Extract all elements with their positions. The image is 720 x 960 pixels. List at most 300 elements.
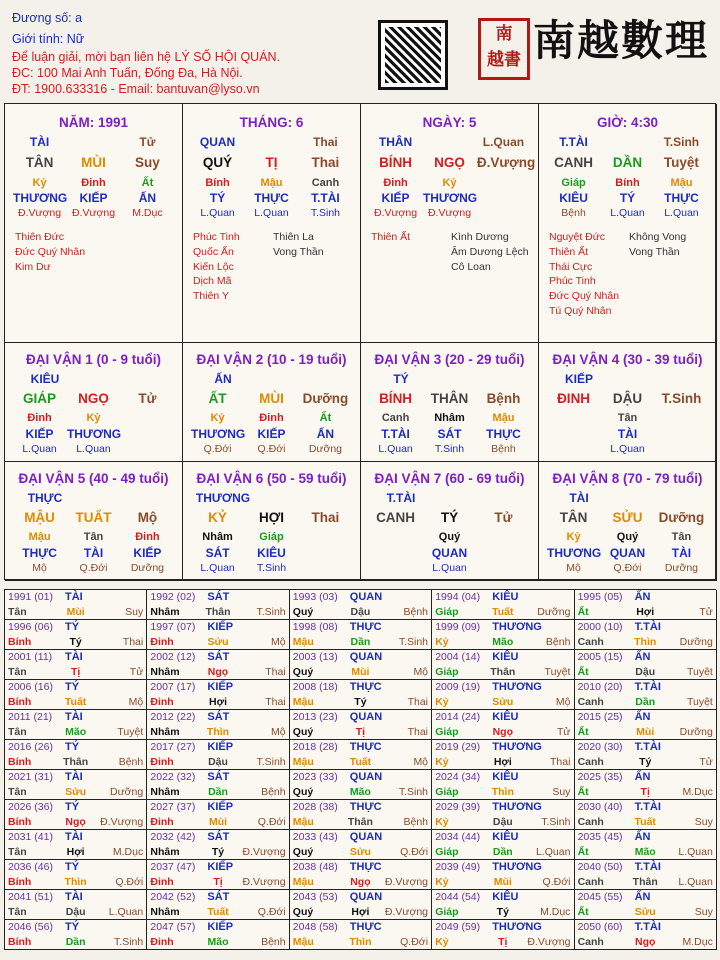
year-label: 2025 (35): [577, 771, 623, 783]
phone-email: ĐT: 1900.633316 - Email: bantuvan@lyso.vn: [12, 82, 260, 96]
dai-van-god: ẤN: [214, 372, 232, 386]
year-god: THƯƠNG: [492, 861, 542, 873]
year-stage: Mộ: [413, 756, 429, 768]
year-cell: [5, 620, 147, 650]
year-god: THƯƠNG: [492, 621, 542, 633]
year-god: QUAN: [349, 591, 383, 603]
pillar-stars: Phúc Tinh Quốc Ấn Kiến Lộc Dịch Mã Thiên Y: [193, 231, 240, 303]
dai-van-stem-branch: [5, 510, 182, 525]
pillar-stages-0: Đ.Vượng: [18, 207, 62, 219]
dai-van-god: KIÊU: [30, 372, 60, 386]
pillar-title: NĂM: 1991: [58, 115, 129, 130]
dai-van-title: ĐẠI VẬN 2 (10 - 19 tuổi): [196, 352, 347, 367]
year-stage: Đ.Vượng: [242, 846, 286, 858]
year-god: TÝ: [65, 801, 80, 813]
dai-van-stages-0: Q.Đới: [203, 443, 232, 455]
dai-van-stages-2: Dưỡng: [664, 562, 699, 574]
year-stage: Bệnh: [403, 606, 429, 618]
pillar-hidden-stems-0: Kỷ: [32, 177, 47, 189]
dai-van-hidden-stems-2: Tân: [671, 531, 692, 543]
year-stem: Bính: [8, 876, 32, 888]
pillar-top-1: [67, 135, 120, 149]
pillar-hidden-stems-1: Kỷ: [442, 177, 457, 189]
year-pillar: [147, 816, 288, 828]
year-cell: [5, 650, 147, 680]
pillar-stages-2: [477, 207, 530, 219]
year-god: THỰC: [349, 681, 382, 693]
dai-van-stem-branch-2: Tử: [138, 391, 157, 406]
pillar-stages-2: L.Quan: [664, 207, 699, 219]
year-god: THỰC: [349, 801, 382, 813]
dai-van-stages-1: Q.Đới: [257, 443, 286, 455]
pillar-stages-0: Bệnh: [561, 207, 586, 219]
year-label: 1997 (07): [150, 621, 196, 633]
year-god: QUAN: [349, 771, 383, 783]
year-god: KIẾP: [207, 621, 234, 633]
year-branch: Mùi: [66, 606, 85, 618]
pillar-stages: [361, 207, 538, 219]
year-pillar: [5, 906, 146, 918]
year-stage: Mộ: [128, 696, 144, 708]
year-cell: [432, 590, 574, 620]
year-branch: Tý: [211, 846, 225, 858]
dai-van-stages-2: [477, 562, 530, 574]
dai-van-hidden-stems-1: Giáp: [259, 531, 284, 543]
pillar-stages-0: L.Quan: [200, 207, 235, 219]
year-god: TÝ: [65, 681, 80, 693]
year-stage: Bệnh: [545, 636, 571, 648]
dai-van-gods-2: ẤN: [316, 427, 335, 441]
year-cell: [5, 890, 147, 920]
dai-van-stem-branch: [361, 510, 538, 525]
year-stem: Kỷ: [435, 696, 449, 708]
pillar-stars: Nguyệt Đức Thiên Ất Thái Cực Phúc Tinh Đức Quý Nhân Tú Quý Nhân: [549, 231, 620, 317]
year-label: 2005 (15): [577, 651, 623, 663]
contact-note: Để luận giải, mời bạn liên hệ LÝ SỐ HỘI QUÁN.: [12, 50, 281, 64]
pillar-top: [539, 135, 716, 149]
year-stage: Bệnh: [118, 756, 144, 768]
dai-van-god: KIẾP: [564, 372, 593, 386]
year-pillar: [432, 936, 573, 948]
year-cell: [290, 770, 432, 800]
dai-van-stem-branch-0: CANH: [376, 510, 416, 525]
year-branch: Dần: [635, 696, 656, 708]
year-cell: [432, 890, 574, 920]
year-label: 2009 (19): [435, 681, 481, 693]
year-god: KIÊU: [492, 591, 519, 603]
year-branch: Dậu: [492, 816, 513, 828]
dai-van-hidden-stems-1: Đinh: [259, 412, 284, 424]
year-god: T.TÀI: [634, 801, 661, 813]
year-branch: Ngọ: [65, 816, 86, 828]
pillar-stem-branch-1: TỊ: [265, 155, 278, 170]
year-cell: [575, 800, 717, 830]
year-stem: Canh: [577, 876, 604, 888]
year-god: THƯƠNG: [492, 681, 542, 693]
year-stem: Đinh: [150, 696, 174, 708]
dai-van-stages-1: Q.Đới: [79, 562, 108, 574]
year-god: TÀI: [65, 891, 83, 903]
year-label: 2035 (45): [577, 831, 623, 843]
year-stem: Đinh: [150, 876, 174, 888]
year-pillar: [290, 816, 431, 828]
year-stage: Đ.Vượng: [242, 876, 286, 888]
dai-van-gods: [5, 427, 182, 441]
year-stem: Bính: [8, 636, 32, 648]
year-god: KIẾP: [207, 861, 234, 873]
year-stem: Bính: [8, 816, 32, 828]
year-stage: Bệnh: [261, 786, 286, 798]
year-label: 2012 (22): [150, 711, 196, 723]
year-stage: Dưỡng: [537, 606, 571, 618]
year-cell: [147, 590, 289, 620]
year-label: 1995 (05): [577, 591, 623, 603]
pillar-gods-2: [477, 191, 530, 205]
year-branch: Mão: [492, 636, 514, 648]
pillar-top: [361, 135, 538, 149]
pillar-top-1: [245, 135, 298, 149]
year-god: TÀI: [65, 711, 83, 723]
dai-van-gods-2: [655, 427, 708, 441]
year-cell: [432, 680, 574, 710]
pillar-top-0: TÀI: [29, 135, 50, 149]
dai-van-hidden-stems-1: Kỷ: [86, 412, 101, 424]
year-god: THỰC: [349, 861, 382, 873]
year-god: QUAN: [349, 711, 383, 723]
year-pillar: [5, 786, 146, 798]
dai-van-stages-0: L.Quan: [22, 443, 57, 455]
dai-van-gods-0: THƯƠNG: [191, 427, 246, 441]
seal-logo: 南 越書: [478, 18, 530, 80]
pillar-stem-branch: [5, 155, 182, 170]
year-label: 2041 (51): [8, 891, 53, 903]
pillar-gods-1: KIẾP: [79, 191, 108, 205]
year-cell: [290, 920, 432, 950]
year-branch: Dậu: [65, 906, 86, 918]
dai-van-hidden-stems-2: [477, 531, 530, 543]
dai-van-stages-0: L.Quan: [378, 443, 413, 455]
year-pillar: [5, 846, 146, 858]
year-label: 1996 (06): [8, 621, 53, 633]
year-pillar: [147, 786, 288, 798]
dai-van-stem-branch-1: TUẤT: [75, 510, 112, 525]
dai-van-stem-branch-2: Tử: [494, 510, 513, 525]
year-cell: [432, 620, 574, 650]
dai-van-stem-branch-2: Dưỡng: [302, 391, 349, 406]
year-god: T.TÀI: [634, 621, 661, 633]
year-pillar: [575, 876, 716, 888]
year-pillar: [5, 726, 146, 738]
annual-table: [4, 589, 716, 950]
year-branch: Tị: [70, 666, 81, 678]
year-label: 1999 (09): [435, 621, 481, 633]
year-label: 2045 (55): [577, 891, 623, 903]
year-branch: Mùi: [493, 876, 512, 888]
year-label: 2008 (18): [292, 681, 338, 693]
year-cell: [290, 740, 432, 770]
dai-van-stem-branch-1: SỬU: [612, 510, 643, 525]
year-god: KIÊU: [492, 891, 519, 903]
year-stem: Ất: [577, 906, 589, 918]
year-stage: Tử: [699, 606, 713, 618]
pillar-top-0: T.TÀI: [559, 135, 588, 149]
year-label: 1993 (03): [292, 591, 338, 603]
year-cell: [147, 830, 289, 860]
dai-van-gods: [183, 546, 360, 560]
pillar-hidden-stems-2: Ất: [141, 177, 154, 189]
pillar-1: [183, 104, 361, 343]
dai-van-3: [361, 343, 539, 462]
year-branch: Sửu: [65, 786, 87, 798]
year-stage: Thai: [407, 726, 429, 738]
year-pillar: [575, 816, 716, 828]
year-stem: Tân: [8, 666, 27, 678]
year-pillar: [290, 726, 431, 738]
year-stage: Q.Đới: [115, 876, 144, 888]
year-label: 2017 (27): [150, 741, 196, 753]
year-stem: Canh: [577, 936, 604, 948]
year-cell: [290, 650, 432, 680]
year-cell: [5, 680, 147, 710]
dai-van-gods-0: KIẾP: [25, 427, 54, 441]
pillar-gods-0: TÝ: [209, 191, 226, 205]
pillar-top-2: Tử: [139, 135, 156, 149]
pillar-top-1: [423, 135, 476, 149]
year-pillar: [147, 636, 288, 648]
pillar-hidden-stems: [361, 177, 538, 189]
year-stem: Đinh: [150, 636, 174, 648]
dai-van-hidden-stems: [539, 412, 716, 424]
year-stem: Canh: [577, 636, 604, 648]
dai-van-stages-2: [655, 443, 708, 455]
dai-van-gods-1: THƯƠNG: [66, 427, 122, 441]
year-label: 2024 (34): [435, 771, 481, 783]
dai-van-hidden-stems-0: Kỷ: [566, 531, 581, 543]
year-pillar: [575, 606, 716, 618]
dai-van-gods-2: KIẾP: [133, 546, 162, 560]
year-cell: [575, 620, 717, 650]
year-cell: [432, 770, 574, 800]
year-pillar: [432, 816, 573, 828]
year-pillar: [5, 666, 146, 678]
year-label: 2013 (23): [292, 711, 338, 723]
year-pillar: [147, 936, 288, 948]
year-branch: Dậu: [635, 666, 656, 678]
pillar-top-2: T.Sinh: [663, 135, 700, 149]
year-branch: Ngọ: [635, 936, 656, 948]
year-cell: [147, 620, 289, 650]
year-label: 1998 (08): [292, 621, 338, 633]
year-branch: Hợi: [493, 756, 512, 768]
dai-van-stages: [539, 562, 716, 574]
year-stem: Ất: [577, 606, 589, 618]
year-god: ẤN: [634, 651, 651, 663]
year-cell: [575, 740, 717, 770]
pillar-gods: [361, 191, 538, 205]
year-branch: Sửu: [492, 696, 514, 708]
year-stage: T.Sinh: [398, 636, 429, 648]
dai-van-hidden-stems: [5, 412, 182, 424]
year-label: 2034 (44): [435, 831, 481, 843]
year-branch: Sửu: [207, 636, 229, 648]
year-god: KIÊU: [492, 711, 519, 723]
year-stage: M.Dục: [682, 936, 713, 948]
dai-van-stem-branch-2: Dưỡng: [658, 510, 705, 525]
year-stage: Thai: [265, 696, 286, 708]
year-stage: L.Quan: [678, 846, 713, 858]
year-label: 2044 (54): [435, 891, 481, 903]
year-stage: Bệnh: [403, 816, 429, 828]
pillar-hidden-stems-1: Đinh: [81, 177, 106, 189]
year-cell: [5, 800, 147, 830]
pillar-gods-2: ẤN: [138, 191, 157, 205]
pillar-gods: [183, 191, 360, 205]
year-pillar: [290, 786, 431, 798]
dai-van-stages-1: T.Sinh: [256, 562, 287, 574]
pillar-hidden-stems-0: Đinh: [383, 177, 408, 189]
year-stage: Đ.Vượng: [100, 816, 144, 828]
year-god: KIÊU: [492, 651, 519, 663]
dai-van-stem-branch-1: THÂN: [430, 391, 469, 406]
dai-van-stem-branch-0: ẤT: [208, 391, 227, 406]
year-stem: Tân: [8, 846, 27, 858]
dai-van-stages-0: [547, 443, 600, 455]
pillar-gods: [539, 191, 716, 205]
year-branch: Tuất: [207, 906, 229, 918]
pillar-title: THÁNG: 6: [239, 115, 304, 130]
year-cell: [432, 920, 574, 950]
dai-van-stem-branch: [183, 391, 360, 406]
dai-van-gods-2: [477, 546, 530, 560]
dai-van-stages-2: Dưỡng: [308, 443, 343, 455]
year-branch: Dần: [492, 846, 513, 858]
year-branch: Tuất: [634, 816, 656, 828]
year-cell: [147, 650, 289, 680]
dai-van-hidden-stems-0: Mậu: [28, 531, 51, 543]
year-god: KIẾP: [207, 921, 234, 933]
dai-van-stem-branch-0: GIÁP: [23, 391, 57, 406]
dai-van-gods: [361, 546, 538, 560]
dai-van-hidden-stems: [183, 531, 360, 543]
year-stage: Q.Đới: [400, 846, 429, 858]
pillar-stem-branch-1: NGỌ: [434, 155, 465, 170]
year-stem: Kỷ: [435, 816, 449, 828]
year-pillar: [575, 786, 716, 798]
year-label: 2032 (42): [150, 831, 196, 843]
pillar-top-1: [601, 135, 654, 149]
year-branch: Sửu: [349, 846, 371, 858]
year-stem: Canh: [577, 816, 604, 828]
dai-van-gods: [539, 427, 716, 441]
year-god: T.TÀI: [634, 741, 661, 753]
year-stem: Giáp: [435, 666, 459, 678]
year-god: TÀI: [65, 831, 83, 843]
year-pillar: [290, 696, 431, 708]
year-branch: Tị: [498, 936, 508, 948]
year-pillar: [575, 756, 716, 768]
year-stem: Kỷ: [435, 756, 449, 768]
year-pillar: [575, 906, 716, 918]
year-branch: Dậu: [208, 756, 228, 768]
year-stem: Nhâm: [150, 606, 180, 618]
year-cell: [290, 620, 432, 650]
year-god: T.TÀI: [634, 861, 661, 873]
dai-van-stem-branch-1: HỢI: [258, 510, 285, 525]
pillar-gods-1: TÝ: [619, 191, 636, 205]
dai-van-hidden-stems-1: Quý: [438, 531, 461, 543]
dai-van-stem-branch-0: TÂN: [559, 510, 588, 525]
year-god: T.TÀI: [634, 921, 661, 933]
year-stem: Nhâm: [150, 906, 180, 918]
year-branch: Dậu: [350, 606, 371, 618]
year-label: 2046 (56): [8, 921, 53, 933]
year-pillar: [147, 696, 288, 708]
year-god: TÀI: [65, 591, 83, 603]
dai-van-hidden-stems: [539, 531, 716, 543]
dai-van-hidden-stems-1: Tân: [617, 412, 638, 424]
address: ĐC: 100 Mai Anh Tuấn, Đống Đa, Hà Nội.: [12, 66, 243, 80]
pillar-hidden-stems: [183, 177, 360, 189]
dai-van-stem-branch: [539, 391, 716, 406]
year-cell: [290, 860, 432, 890]
dai-van-7: [361, 462, 539, 581]
year-stage: T.Sinh: [256, 606, 286, 618]
dai-van-title: ĐẠI VẬN 8 (70 - 79 tuổi): [552, 471, 703, 486]
dai-van-gods: [5, 546, 182, 560]
year-branch: Hợi: [636, 606, 655, 618]
pillar-stem-branch-2: Đ.Vượng: [476, 155, 536, 170]
year-label: 2027 (37): [150, 801, 196, 813]
dai-van-stem-branch-1: TÝ: [440, 510, 459, 525]
dai-van-god: T.TÀI: [386, 491, 416, 505]
year-label: 1994 (04): [435, 591, 481, 603]
year-branch: Thân: [205, 606, 231, 618]
year-stem: Mậu: [292, 936, 314, 948]
pillar-hidden-stems-2: Canh: [311, 177, 340, 189]
year-branch: Ngọ: [207, 666, 229, 678]
dai-van-hidden-stems-0: Đinh: [27, 412, 52, 424]
pillar-stem-branch: [361, 155, 538, 170]
dai-van-stages: [183, 562, 360, 574]
year-god: QUAN: [349, 831, 383, 843]
dai-van-gods: [183, 427, 360, 441]
year-branch: Mùi: [351, 666, 370, 678]
year-cell: [5, 770, 147, 800]
year-pillar: [432, 756, 573, 768]
dai-van-gods-1: KIÊU: [257, 546, 286, 560]
dai-van-gods-2: TÀI: [671, 546, 692, 560]
dai-van-stem-branch-0: ĐINH: [557, 391, 591, 406]
year-branch: Tý: [639, 756, 652, 768]
pillar-gods: [5, 191, 182, 205]
year-cell: [147, 800, 289, 830]
year-cell: [575, 680, 717, 710]
pillar-stars-2: Thiên La Vong Thần: [273, 231, 324, 258]
year-cell: [290, 800, 432, 830]
year-cell: [147, 920, 289, 950]
dai-van-gods-1: QUAN: [431, 546, 468, 560]
year-god: ẤN: [634, 711, 651, 723]
year-cell: [432, 710, 574, 740]
year-cell: [575, 920, 717, 950]
pillar-0: [5, 104, 183, 343]
year-god: SÁT: [207, 831, 230, 843]
year-stage: Dưỡng: [679, 636, 713, 648]
dai-van-gods-0: THƯƠNG: [547, 546, 602, 560]
dai-van-2: [183, 343, 361, 462]
dai-van-stem-branch: [361, 391, 538, 406]
year-label: 2030 (40): [577, 801, 623, 813]
